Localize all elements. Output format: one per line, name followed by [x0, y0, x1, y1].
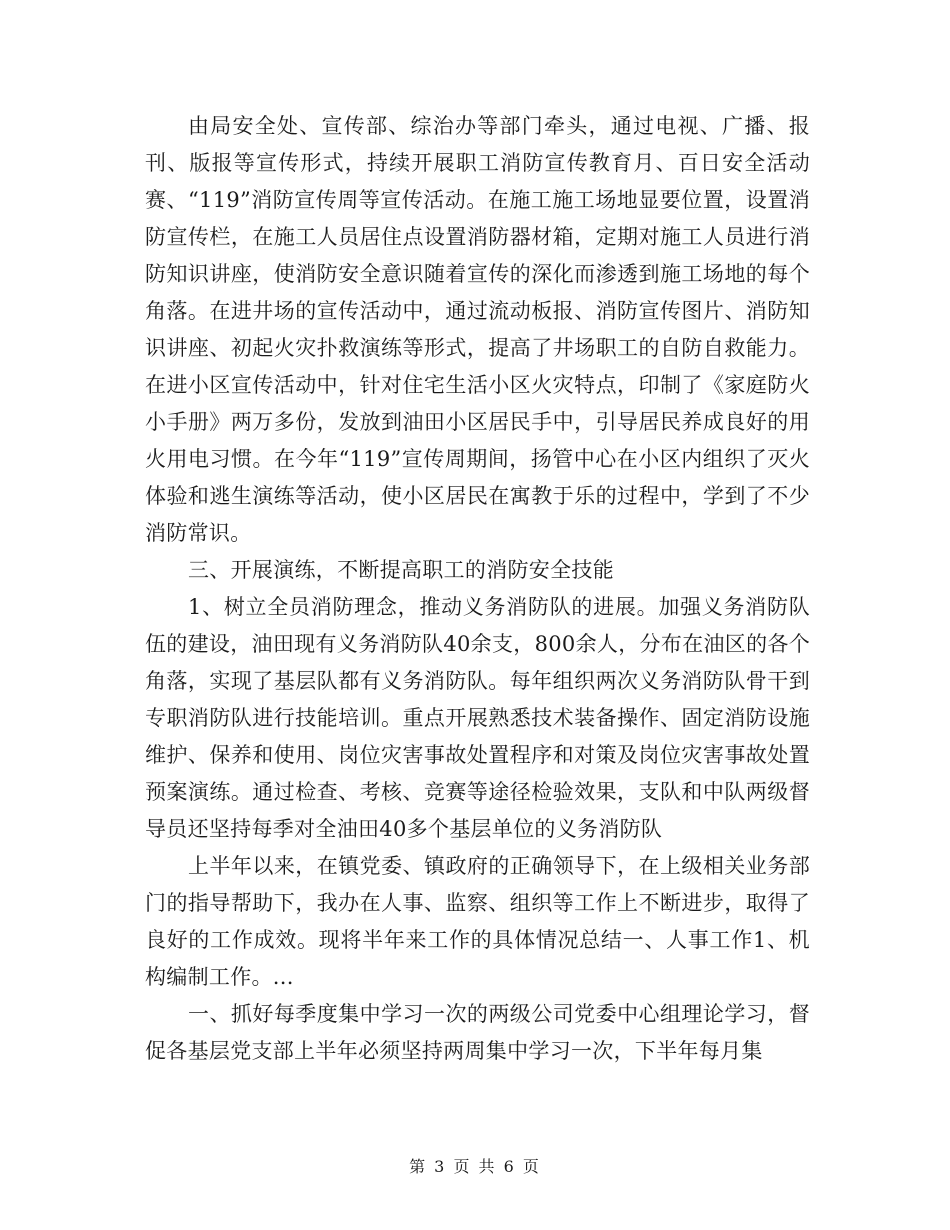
paragraph-theory-study: 一、抓好每季度集中学习一次的两级公司党委中心组理论学习，督促各基层党支部上半年必须坚持两周集中学习一次，下半年每月集: [145, 1002, 810, 1063]
paragraph-volunteer-fire-brigade: 1、树立全员消防理念，推动义务消防队的进展。加强义务消防队伍的建设，油田现有义务消防队40余支，800余人，分布在油区的各个角落，实现了基层队都有义务消防队。每年组织两次义务消防队骨干到专职消防队进行技能培训。重点开展熟悉技术装备操作、固定消防设施维护、保养和使用、岗位灾害事故处置程序和对策及岗位灾害事故处置预案演练。通过检查、考核、竞赛等途径检验效果，支队和中队两级督导员还坚持每季对全油田40多个基层单位的义务消防队: [145, 595, 810, 841]
document-body: [145, 108, 810, 1070]
page-number-footer: 第 3 页 共 6 页: [409, 1157, 541, 1176]
paragraph-half-year-summary: 上半年以来，在镇党委、镇政府的正确领导下，在上级相关业务部门的指导帮助下，我办在人事、监察、组织等工作上不断进步，取得了良好的工作成效。现将半年来工作的具体情况总结一、人事工作1、机构编制工作。...: [145, 854, 810, 989]
section-heading-drills: 三、开展演练，不断提高职工的消防安全技能: [188, 558, 614, 582]
paragraph-publicity: 由局安全处、宣传部、综治办等部门牵头，通过电视、广播、报刊、版报等宣传形式，持续开展职工消防宣传教育月、百日安全活动赛、“119”消防宣传周等宣传活动。在施工施工场地显要位置，设置消防宣传栏，在施工人员居住点设置消防器材箱，定期对施工人员进行消防知识讲座，使消防安全意识随着宣传的深化而渗透到施工场地的每个角落。在进井场的宣传活动中，通过流动板报、消防宣传图片、消防知识讲座、初起火灾扑救演练等形式，提高了井场职工的自防自救能力。在进小区宣传活动中，针对住宅生活小区火灾特点，印制了《家庭防火小手册》两万多份，发放到油田小区居民手中，引导居民养成良好的用火用电习惯。在今年“119”宣传周期间，扬管中心在小区内组织了灭火体验和逃生演练等活动，使小区居民在寓教于乐的过程中，学到了不少消防常识。: [145, 114, 810, 545]
